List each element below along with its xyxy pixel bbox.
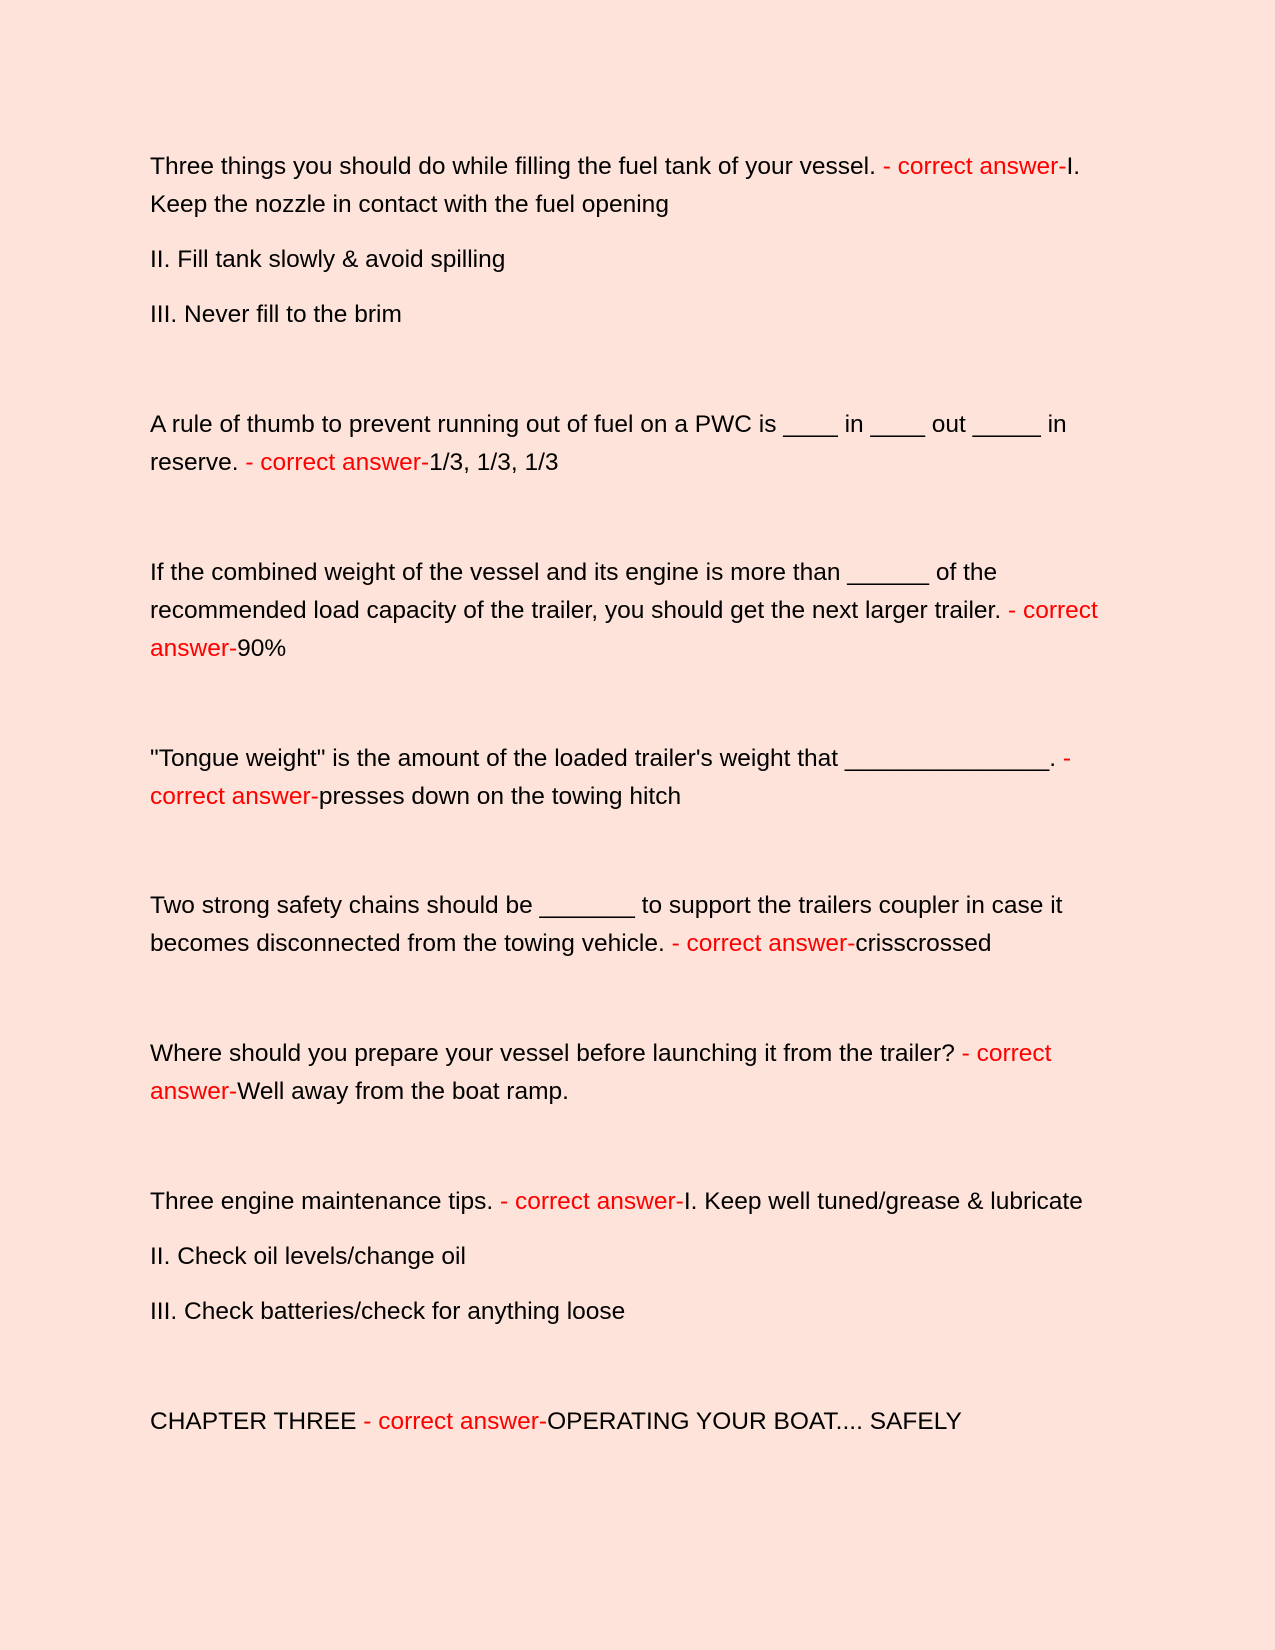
answer-marker: - correct answer- bbox=[875, 153, 1067, 180]
answer-text: Well away from the boat ramp. bbox=[237, 1078, 569, 1105]
qa-paragraph bbox=[150, 887, 1125, 963]
question-text: Three engine maintenance tips. bbox=[150, 1188, 494, 1215]
qa-paragraph bbox=[150, 1183, 1125, 1221]
question-text: A rule of thumb to prevent running out of fuel on a PWC is ____ in ____ out _____ in reserve. bbox=[150, 411, 1067, 476]
answer-text: I. Keep well tuned/grease & lubricate bbox=[683, 1188, 1083, 1215]
answer-line: III. Never fill to the brim bbox=[150, 301, 402, 328]
answer-text: crisscrossed bbox=[855, 930, 992, 957]
qa-item bbox=[150, 1035, 1125, 1111]
answer-line: II. Fill tank slowly & avoid spilling bbox=[150, 246, 506, 273]
answer-marker: - correct answer- bbox=[664, 930, 856, 957]
qa-paragraph bbox=[150, 148, 1125, 224]
answer-text: presses down on the towing hitch bbox=[318, 783, 682, 810]
qa-item bbox=[150, 1183, 1125, 1331]
question-text: Two strong safety chains should be _______ to support the trailers coupler in case it becomes disconnected from the towing vehicle. bbox=[150, 892, 1063, 957]
answer-marker: - correct answer- bbox=[150, 745, 1072, 810]
qa-paragraph bbox=[150, 740, 1125, 816]
answer-marker: - correct answer- bbox=[150, 597, 1098, 662]
answer-line: III. Check batteries/check for anything loose bbox=[150, 1298, 626, 1325]
qa-item bbox=[150, 148, 1125, 334]
question-text: Where should you prepare your vessel before launching it from the trailer? bbox=[150, 1040, 955, 1067]
answer-text: 90% bbox=[237, 635, 287, 662]
question-text: If the combined weight of the vessel and its engine is more than ______ of the recommended load capacity of the trailer, you should get the next larger trailer. bbox=[150, 559, 1002, 624]
answer-marker: - correct answer- bbox=[356, 1408, 548, 1435]
answer-line: II. Check oil levels/change oil bbox=[150, 1243, 466, 1270]
qa-paragraph bbox=[150, 1035, 1125, 1111]
answer-text: I. Keep the nozzle in contact with the fuel opening bbox=[150, 153, 1081, 218]
chapter-heading: CHAPTER THREE bbox=[150, 1408, 357, 1435]
chapter-title: OPERATING YOUR BOAT.... SAFELY bbox=[547, 1408, 962, 1435]
answer-marker: - correct answer- bbox=[150, 1040, 1052, 1105]
question-text: Three things you should do while filling the fuel tank of your vessel. bbox=[150, 153, 876, 180]
qa-item bbox=[150, 887, 1125, 963]
qa-item bbox=[150, 554, 1125, 668]
qa-item bbox=[150, 1403, 1125, 1441]
answer-text: 1/3, 1/3, 1/3 bbox=[429, 449, 559, 476]
qa-paragraph bbox=[150, 406, 1125, 482]
qa-item bbox=[150, 740, 1125, 816]
answer-marker: - correct answer- bbox=[238, 449, 430, 476]
question-text: "Tongue weight" is the amount of the loaded trailer's weight that _______________. bbox=[150, 745, 1057, 772]
qa-item bbox=[150, 406, 1125, 482]
qa-paragraph bbox=[150, 1403, 1125, 1441]
qa-paragraph bbox=[150, 554, 1125, 668]
answer-marker: - correct answer- bbox=[493, 1188, 684, 1215]
